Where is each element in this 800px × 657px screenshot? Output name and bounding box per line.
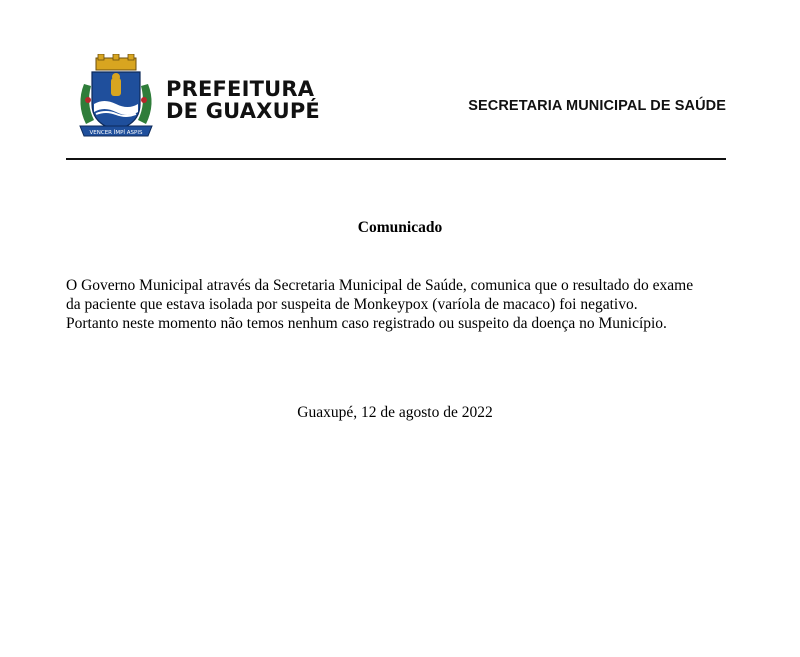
body-line: O Governo Municipal através da Secretaria Municipal de Saúde, comunica que o resultado do exame bbox=[66, 277, 694, 294]
municipality-name bbox=[166, 78, 320, 122]
org-name-line-1: PREFEITURA bbox=[166, 77, 315, 101]
crest-banner-text: VENCER ÍMPÍ ASPIS bbox=[89, 130, 143, 136]
city-coat-of-arms bbox=[74, 54, 158, 140]
announcement-body bbox=[66, 276, 736, 333]
header-divider bbox=[66, 158, 726, 160]
document-title: Comunicado bbox=[357, 219, 443, 236]
org-name-line-2: DE GUAXUPÉ bbox=[166, 99, 320, 123]
body-line: Portanto neste momento não temos nenhum caso registrado ou suspeito da doença no Município. bbox=[66, 315, 667, 332]
body-line: da paciente que estava isolada por suspeita de Monkeypox (varíola de macaco) foi negativo. bbox=[66, 296, 638, 313]
department-name: SECRETARIA MUNICIPAL DE SAÚDE bbox=[468, 98, 726, 114]
letterhead bbox=[66, 50, 726, 150]
place-and-date: Guaxupé, 12 de agosto de 2022 bbox=[297, 404, 493, 421]
